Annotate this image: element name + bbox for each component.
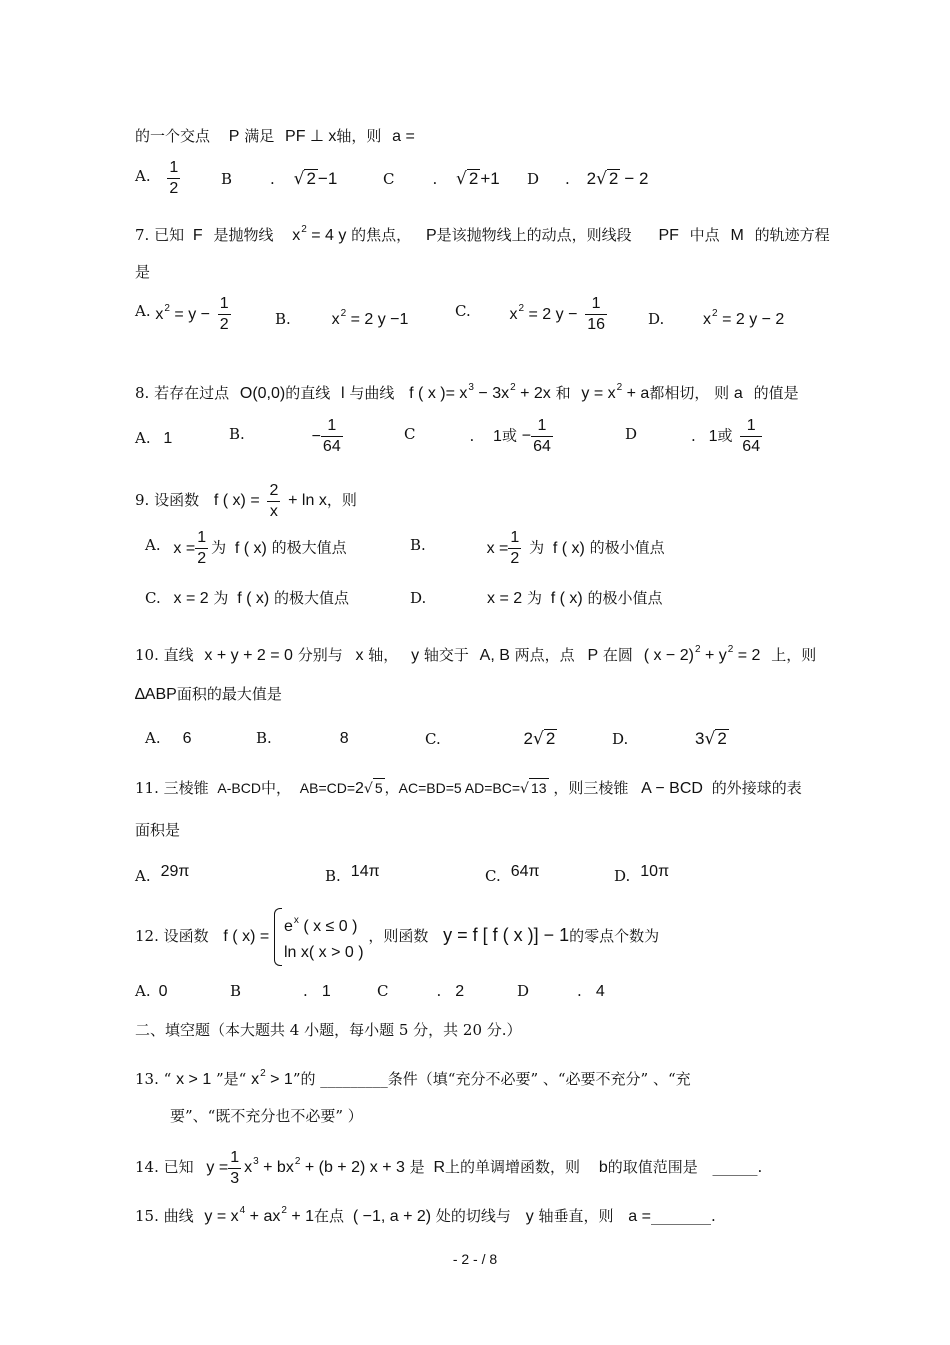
q10-option-b: B. 8	[256, 729, 349, 747]
q8-option-b: B. − $\frac{1}{64}$	[229, 417, 341, 455]
q12-option-a: A. 0	[135, 982, 168, 1000]
piecewise-definition: $e^x$ ( x ≤ 0 ) ln x( x > 0 )	[274, 908, 364, 966]
q11-stem-cont: 面积是	[135, 821, 181, 839]
q9-option-b: B. x = $\frac{1}{2}$ 为 f ( x) 的极小值点	[410, 529, 665, 567]
q13-stem-cont: 要”、“既不充分也不必要” ）	[170, 1107, 363, 1125]
q9-option-c: C. x = 2 为 f ( x) 的极大值点	[145, 589, 350, 607]
q12-option-c: C . 2	[377, 982, 465, 1000]
q6-option-a: A. $\frac{1}{2}$	[135, 159, 179, 197]
q10-option-a: A. 6	[145, 729, 192, 747]
q7-option-a: A. $x^2 = y$ − $\frac{1}{2}$	[135, 295, 229, 333]
q6-stem-tail: 的一个交点 P 满足 PF ⊥ x轴，则 a =	[135, 127, 415, 145]
q7-stem-cont: 是	[135, 263, 151, 281]
q11-option-b: B. 14π	[325, 863, 380, 885]
q7-option-c: C. $x^2 = 2$ y − $\frac{1}{16}$	[455, 295, 606, 333]
q8-stem: 8. 若存在过点 O(0,0)的直线 l 与曲线 f ( x )= $x^3 - 3x^2 + 2x$ 和 $y = x^2 + a$都相切， 则 a 的值是	[135, 382, 799, 402]
q6-option-d: D . 2√ 2 − 2	[527, 169, 649, 189]
q10-stem-cont: ∆ABP面积的最大值是	[135, 685, 282, 703]
q10-stem: 10. 直线 x + y + 2 = 0 分别与 x 轴， y 轴交于 A, B 两点，点 P 在圆 ( $x - 2)^2 + y^2 = 2$ 上，则	[135, 644, 817, 664]
q7-stem: 7. 已知 F 是抛物线 $x^2 = 4$ y 的焦点， P是该抛物线上的动点，则线段 PF 中点 M 的轨迹方程	[135, 224, 830, 244]
q9-stem: 9. 设函数 f ( x) = $\frac{2}{x}$ + ln x，则	[135, 481, 357, 520]
q8-option-d: D . 1或 $\frac{1}{64}$	[625, 417, 761, 455]
section-title-fill-in: 二、填空题（本大题共 4 小题，每小题 5 分，共 20 分.）	[135, 1021, 522, 1039]
q12-stem: 12. 设函数 f ( x) = $e^x$ ( x ≤ 0 ) ln x( x > 0 ) ，则函数 y = f [ f ( x )] − 1的零点个数为	[135, 908, 659, 966]
q7-option-b: B. $x^2 = 2$ y −1	[275, 308, 409, 328]
q11-option-a: A. 29π	[135, 863, 190, 885]
q14-stem: 14. 已知 y = $\frac{1}{3}$ $x^3 + bx^2 + (b + 2) x + 3$ 是 R上的单调增函数，则 b的取值范围是 ______.	[135, 1148, 763, 1187]
page-number: - 2 - / 8	[452, 1251, 498, 1267]
q12-option-b: B . 1	[230, 982, 331, 1000]
q7-option-d: D. $x^2 = 2$ y − 2	[648, 308, 785, 328]
q6-option-b: B . √ 2 −1	[221, 169, 338, 189]
q12-option-d: D . 4	[517, 982, 605, 1000]
q10-option-c: C. 2√ 2	[425, 729, 556, 749]
q15-stem: 15. 曲线 $y = x^4 + ax^2 + 1$在点 ( −1, a + 2) 处的切线与 y 轴垂直，则 a =________.	[135, 1205, 716, 1225]
q13-stem: 13. “ x > 1 ”是“ $x^2 > 1$”的 _________条件（填“充分不必要” 、“必要不充分” 、“充	[135, 1068, 691, 1088]
q13-answer-blank[interactable]: _________	[320, 1070, 388, 1088]
q8-option-c: C . 1或 − $\frac{1}{64}$	[404, 417, 551, 455]
q11-stem: 11. 三棱锥 A-BCD中， AB=CD=2√ 5 ，AC=BD=5 AD=BC=√ 13 ，则三棱锥 A − BCD 的外接球的表	[135, 779, 802, 797]
q9-option-a: A. x = $\frac{1}{2}$ 为 f ( x) 的极大值点	[145, 529, 347, 567]
q11-option-c: C. 64π	[485, 863, 540, 885]
q6-option-c: C . √ 2 +1	[383, 169, 500, 189]
q8-option-a: A. 1	[135, 429, 173, 447]
q14-answer-blank[interactable]: ______.	[712, 1158, 763, 1176]
q9-option-d: D. x = 2 为 f ( x) 的极小值点	[410, 589, 663, 607]
q11-option-d: D. 10π	[614, 863, 670, 885]
q15-answer-blank[interactable]: ________.	[650, 1207, 716, 1225]
q10-option-d: D. 3√ 2	[612, 729, 727, 749]
